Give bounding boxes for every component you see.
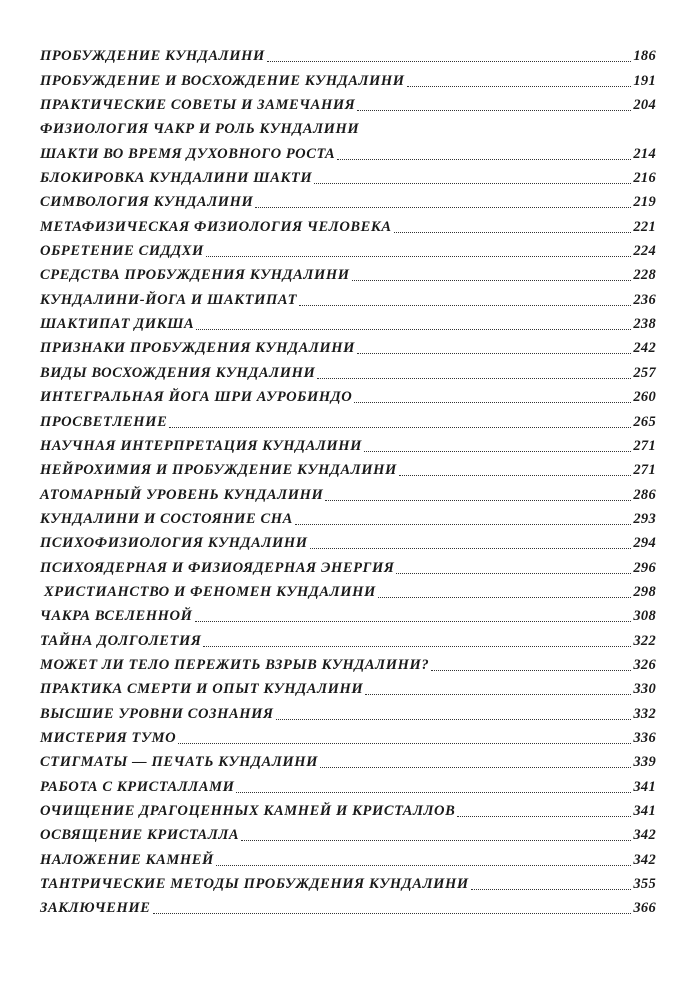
toc-entry [40,312,656,336]
toc-entry-page-number: 214 [633,145,656,162]
dot-leader [178,743,631,744]
toc-entry [40,482,656,506]
toc-entry-title: КУНДАЛИНИ И СОСТОЯНИЕ СНА [40,510,293,527]
toc-entry [40,190,656,214]
toc-entry-page-number: 308 [633,608,656,625]
toc-entry-page-number: 326 [633,656,656,673]
toc-entry [40,141,656,165]
toc-entry-title: ПСИХОЯДЕРНАЯ И ФИЗИОЯДЕРНАЯ ЭНЕРГИЯ [40,559,395,576]
dot-leader [206,256,631,257]
toc-entry-title: МОЖЕТ ЛИ ТЕЛО ПЕРЕЖИТЬ ВЗРЫВ КУНДАЛИНИ? [40,656,430,673]
toc-entry-title: ШАКТИ ВО ВРЕМЯ ДУХОВНОГО РОСТА [40,145,336,162]
dot-leader [364,451,631,452]
toc-entry [40,93,656,117]
toc-entry [40,44,656,68]
toc-entry [40,604,656,628]
toc-entry-page-number: 271 [633,437,656,454]
toc-entry [40,555,656,579]
toc-entry-title: ФИЗИОЛОГИЯ ЧАКР И РОЛЬ КУНДАЛИНИ [40,121,360,138]
toc-entry-title: СТИГМАТЫ — ПЕЧАТЬ КУНДАЛИНИ [40,754,319,771]
toc-entry [40,531,656,555]
toc-entry-title: ПРИЗНАКИ ПРОБУЖДЕНИЯ КУНДАЛИНИ [40,340,356,357]
toc-entry-title: АТОМАРНЫЙ УРОВЕНЬ КУНДАЛИНИ [40,486,324,503]
toc-entry-page-number: 339 [633,754,656,771]
toc-entry-page-number: 322 [633,632,656,649]
toc-entry [40,385,656,409]
toc-entry [40,628,656,652]
toc-entry-title: ТАНТРИЧЕСКИЕ МЕТОДЫ ПРОБУЖДЕНИЯ КУНДАЛИНИ [40,876,469,893]
dot-leader [407,86,632,87]
dot-leader [314,183,631,184]
toc-entry-page-number: 286 [633,486,656,503]
toc-entry [40,823,656,847]
dot-leader [471,889,632,890]
dot-leader [320,767,631,768]
dot-leader [310,548,632,549]
toc-entry [40,701,656,725]
dot-leader [378,597,631,598]
toc-entry-page-number: 296 [633,559,656,576]
toc-entry [40,799,656,823]
toc-entry-title: БЛОКИРОВКА КУНДАЛИНИ ШАКТИ [40,170,313,187]
toc-entry [40,726,656,750]
toc-entry-title: ОЧИЩЕНИЕ ДРАГОЦЕННЫХ КАМНЕЙ И КРИСТАЛЛОВ [40,803,456,819]
toc-entry [40,68,656,92]
dot-leader [236,792,631,793]
dot-leader [255,207,631,208]
toc-entry-page-number: 260 [633,389,656,406]
toc-entry-title: ПРАКТИКА СМЕРТИ И ОПЫТ КУНДАЛИНИ [40,681,364,698]
toc-entry-title: ОСВЯЩЕНИЕ КРИСТАЛЛА [40,827,240,844]
toc-entry-title: СРЕДСТВА ПРОБУЖДЕНИЯ КУНДАЛИНИ [40,267,350,284]
toc-entry-title: ПРОСВЕТЛЕНИЕ [40,413,168,430]
dot-leader [337,159,631,160]
toc-entry-title: ЧАКРА ВСЕЛЕННОЙ [40,608,193,625]
toc-entry [40,239,656,263]
dot-leader [396,573,631,574]
dot-leader [354,402,631,403]
dot-leader [357,110,631,111]
toc-entry-page-number: 293 [633,510,656,527]
toc-entry-page-number: 216 [633,170,656,187]
dot-leader [457,816,631,817]
toc-entry-page-number: 336 [633,729,656,746]
toc-entry-title: ЗАКЛЮЧЕНИЕ [40,900,151,917]
toc-entry-page-number: 366 [633,900,656,917]
toc-entry [40,360,656,384]
toc-entry-title: ШАКТИПАТ ДИКША [40,316,195,333]
toc-entry-title: КУНДАЛИНИ-ЙОГА И ШАКТИПАТ [40,291,298,308]
toc-entry [40,896,656,920]
dot-leader [203,646,631,647]
toc-entry-page-number: 238 [633,316,656,333]
toc-entry-page-number: 265 [633,413,656,430]
toc-entry [40,653,656,677]
toc-entry-page-number: 257 [633,364,656,381]
toc-entry [40,507,656,531]
toc-entry-title: ИНТЕГРАЛЬНАЯ ЙОГА ШРИ АУРОБИНДО [40,389,353,406]
toc-entry [40,336,656,360]
toc-entry [40,117,656,141]
toc-entry-page-number: 342 [633,851,656,868]
toc-entry-page-number: 242 [633,340,656,357]
toc-entry-page-number: 332 [633,705,656,722]
toc-entry [40,434,656,458]
toc-entry [40,774,656,798]
toc-entry-title: ПСИХОФИЗИОЛОГИЯ КУНДАЛИНИ [40,535,308,552]
dot-leader [195,621,632,622]
toc-entry-title: ПРОБУЖДЕНИЕ И ВОСХОЖДЕНИЕ КУНДАЛИНИ [40,72,405,89]
toc-entry-title: НАУЧНАЯ ИНТЕРПРЕТАЦИЯ КУНДАЛИНИ [40,437,363,454]
dot-leader [325,500,631,501]
toc-entry [40,750,656,774]
dot-leader [399,475,631,476]
dot-leader [317,378,631,379]
toc-entry-title: ВИДЫ ВОСХОЖДЕНИЯ КУНДАЛИНИ [40,364,316,381]
dot-leader [394,232,632,233]
toc-entry [40,263,656,287]
toc-entry-title: ХРИСТИАНСТВО И ФЕНОМЕН КУНДАЛИНИ [44,583,376,600]
toc-entry-page-number: 271 [633,462,656,479]
toc-entry-title: ПРАКТИЧЕСКИЕ СОВЕТЫ И ЗАМЕЧАНИЯ [40,97,356,114]
toc-entry-page-number: 224 [633,243,656,260]
dot-leader [276,719,632,720]
dot-leader [431,670,631,671]
toc-entry-title: ВЫСШИЕ УРОВНИ СОЗНАНИЯ [40,705,274,722]
toc-entry [40,214,656,238]
toc-entry-page-number: 236 [633,291,656,308]
dot-leader [196,329,631,330]
toc-entry [40,166,656,190]
toc-entry-page-number: 221 [633,218,656,235]
toc-entry-title: ПРОБУЖДЕНИЕ КУНДАЛИНИ [40,48,265,65]
toc-entry-title: НАЛОЖЕНИЕ КАМНЕЙ [40,851,214,868]
dot-leader [295,524,631,525]
toc-entry-page-number: 294 [633,535,656,552]
toc-entry-page-number: 341 [633,803,656,819]
toc-entry-page-number: 219 [633,194,656,211]
dot-leader [216,865,631,866]
toc-entry [40,458,656,482]
table-of-contents [40,44,656,920]
dot-leader [153,913,632,914]
toc-entry-title: ОБРЕТЕНИЕ СИДДХИ [40,243,204,260]
toc-entry-page-number: 330 [633,681,656,698]
toc-entry-page-number: 228 [633,267,656,284]
toc-entry [40,677,656,701]
toc-entry [40,287,656,311]
dot-leader [365,694,631,695]
toc-entry-title: МИСТЕРИЯ ТУМО [40,729,177,746]
toc-entry [40,872,656,896]
toc-entry-page-number: 355 [633,876,656,893]
toc-entry [40,847,656,871]
dot-leader [267,61,631,62]
toc-entry [40,409,656,433]
toc-entry-page-number: 186 [633,48,656,65]
toc-entry-page-number: 298 [633,583,656,600]
toc-entry-page-number: 342 [633,827,656,844]
toc-entry-title: НЕЙРОХИМИЯ И ПРОБУЖДЕНИЕ КУНДАЛИНИ [40,462,397,479]
dot-leader [241,840,631,841]
toc-entry-page-number: 341 [633,778,656,795]
toc-entry-title: ТАЙНА ДОЛГОЛЕТИЯ [40,632,202,649]
dot-leader [169,427,631,428]
toc-entry [40,580,656,604]
toc-entry-title: СИМВОЛОГИЯ КУНДАЛИНИ [40,194,254,211]
toc-entry-page-number: 191 [633,72,656,89]
dot-leader [357,353,631,354]
toc-entry-title: РАБОТА С КРИСТАЛЛАМИ [40,778,235,795]
dot-leader [352,280,632,281]
dot-leader [299,305,631,306]
toc-entry-title: МЕТАФИЗИЧЕСКАЯ ФИЗИОЛОГИЯ ЧЕЛОВЕКА [40,218,392,235]
toc-entry-page-number: 204 [633,97,656,114]
